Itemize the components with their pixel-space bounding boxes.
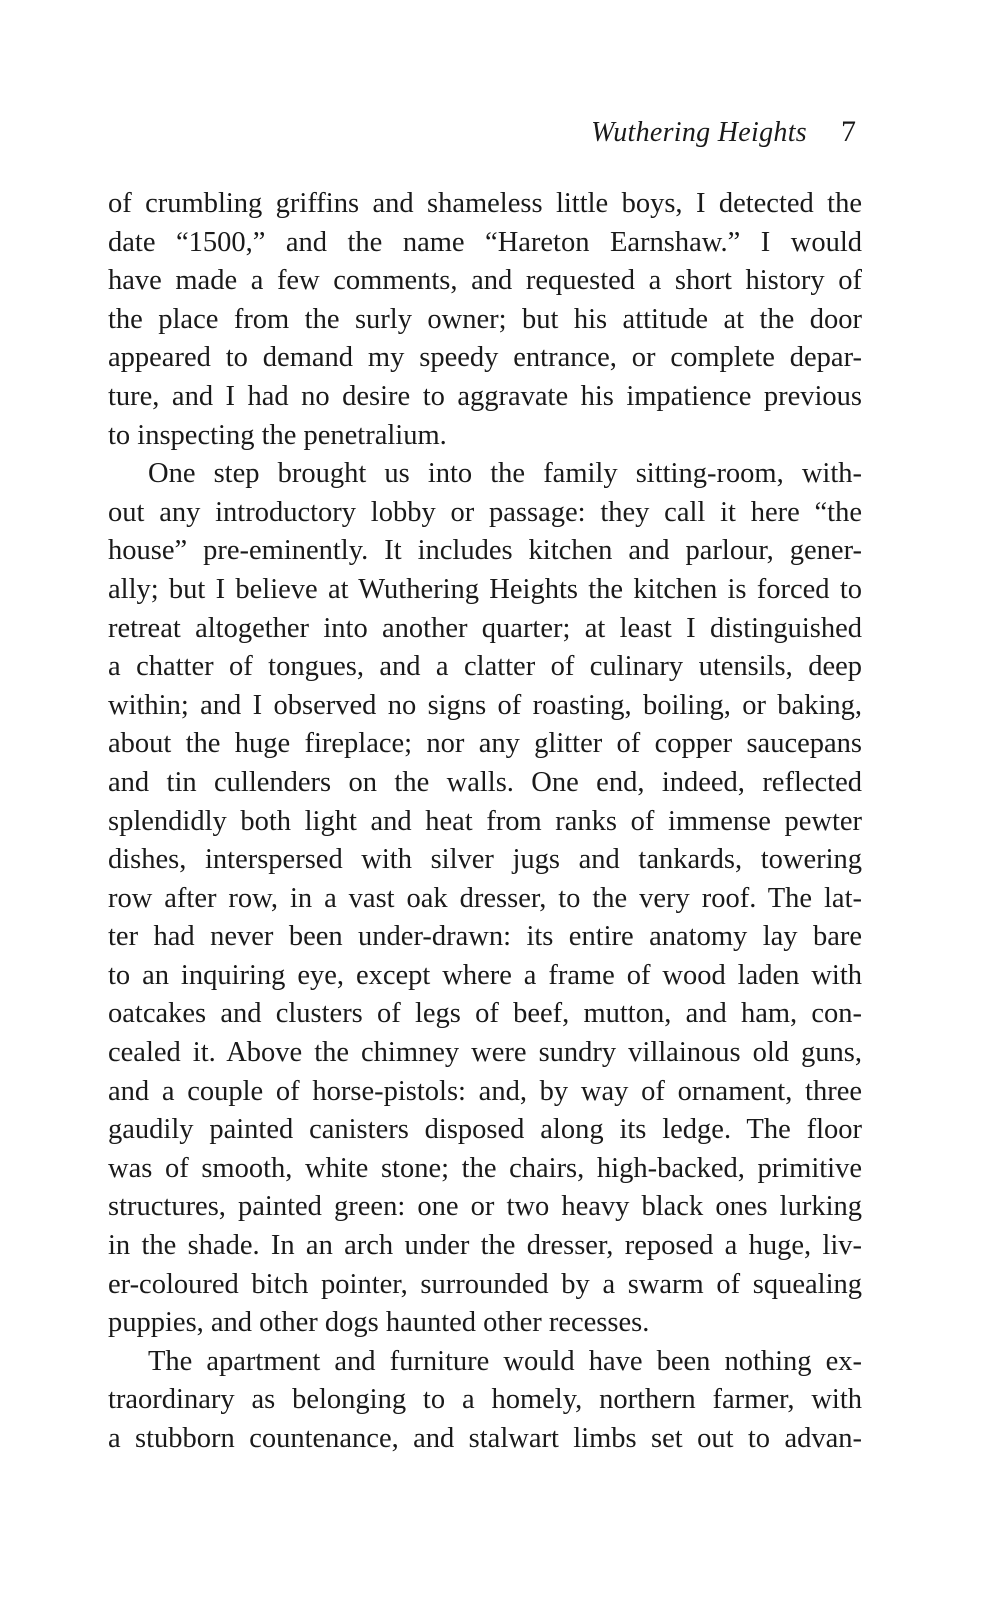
text-line: in the shade. In an arch under the dresser, reposed a huge, liv- — [108, 1230, 862, 1262]
text-line: ter had never been under-drawn: its entire anatomy lay bare — [108, 921, 862, 953]
text-line: puppies, and other dogs haunted other recesses. — [108, 1307, 650, 1339]
text-line: within; and I observed no signs of roasting, boiling, or baking, — [108, 689, 862, 721]
text-line: structures, painted green: one or two heavy black ones lurking — [108, 1191, 862, 1223]
text-line: date “1500,” and the name “Hareton Earnshaw.” I would — [108, 226, 862, 258]
text-line: traordinary as belonging to a homely, northern farmer, with — [108, 1384, 862, 1416]
running-head — [0, 112, 856, 152]
text-line: The apartment and furniture would have been nothing ex- — [148, 1345, 862, 1377]
text-line: row after row, in a vast oak dresser, to the very roof. The lat- — [108, 882, 862, 914]
text-line: a stubborn countenance, and stalwart limbs set out to advan- — [108, 1423, 862, 1454]
paragraph — [108, 185, 862, 455]
text-line: to inspecting the penetralium. — [108, 419, 447, 451]
text-line: have made a few comments, and requested a short history of — [108, 265, 862, 297]
text-line: oatcakes and clusters of legs of beef, mutton, and ham, con- — [108, 998, 862, 1030]
text-line: One step brought us into the family sitting-room, with- — [148, 458, 862, 490]
text-line: splendidly both light and heat from ranks of immense pewter — [108, 805, 862, 837]
text-line: house” pre-eminently. It includes kitchen and parlour, gener- — [108, 535, 862, 567]
paragraph — [108, 455, 862, 1343]
text-line: gaudily painted canisters disposed along its ledge. The floor — [108, 1114, 862, 1146]
text-line: appeared to demand my speedy entrance, or complete depar- — [108, 342, 862, 374]
text-line: ture, and I had no desire to aggravate his impatience previous — [108, 380, 862, 412]
text-line: about the huge fireplace; nor any glitter of copper saucepans — [108, 728, 862, 760]
text-line: ally; but I believe at Wuthering Heights the kitchen is forced to — [108, 573, 862, 605]
paragraph — [108, 1343, 862, 1459]
body-text — [108, 185, 862, 1459]
text-line: a chatter of tongues, and a clatter of culinary utensils, deep — [108, 651, 862, 683]
text-line: to an inquiring eye, except where a frame of wood laden with — [108, 959, 862, 991]
text-line: dishes, interspersed with silver jugs and tankards, towering — [108, 844, 862, 876]
text-line: of crumbling griffins and shameless little boys, I detected the — [108, 188, 862, 219]
page-number: 7 — [841, 115, 856, 148]
text-line: er-coloured bitch pointer, surrounded by a swarm of squealing — [108, 1268, 862, 1300]
text-line: cealed it. Above the chimney were sundry villainous old guns, — [108, 1037, 862, 1069]
running-title: Wuthering Heights — [591, 117, 807, 148]
text-line: retreat altogether into another quarter; at least I distinguished — [108, 612, 862, 644]
text-line: the place from the surly owner; but his attitude at the door — [108, 303, 862, 335]
text-line: and a couple of horse-pistols: and, by way of ornament, three — [108, 1075, 862, 1107]
text-line: and tin cullenders on the walls. One end, indeed, reflected — [108, 766, 862, 798]
text-line: out any introductory lobby or passage: they call it here “the — [108, 496, 862, 528]
text-line: was of smooth, white stone; the chairs, high-backed, primitive — [108, 1152, 862, 1184]
